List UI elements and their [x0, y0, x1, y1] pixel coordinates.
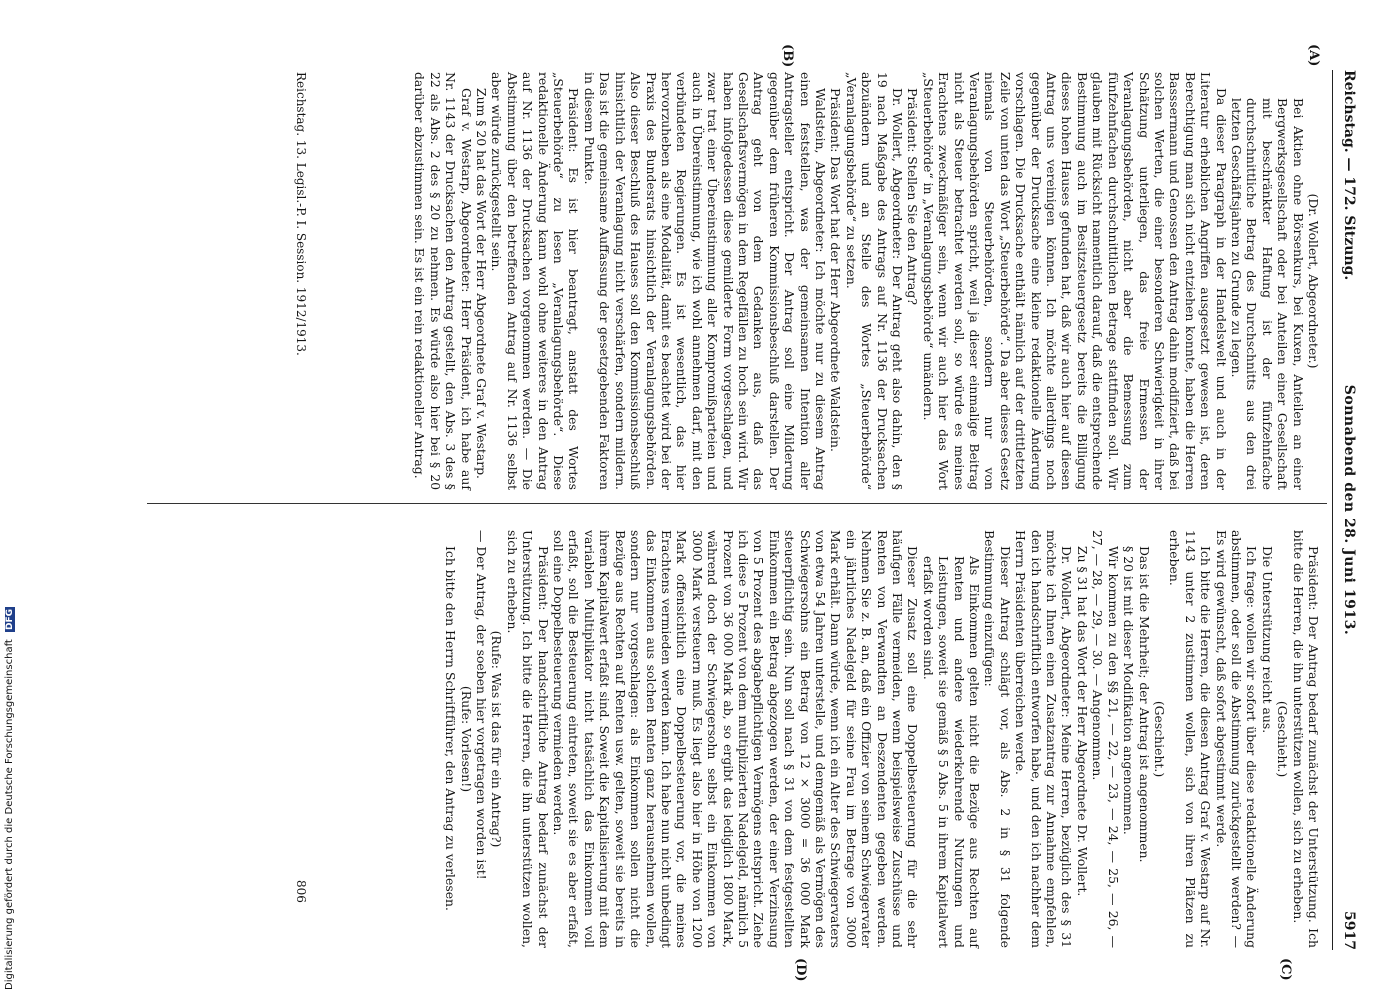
quoted-paragraph: Als Einkommen gelten nicht die Bezüge aus Rechten auf Renten und andere wiederkehrende Nutzungen und Leistungen, soweit sie gemäß § 5 Abs. 5 in ihrem Kapitalwert erfaßt worden sind. [920, 556, 983, 948]
paragraph: Da dieser Paragraph in der Handelswelt und auch in der Literatur erheblichen Angriffen ausgesetzt gewesen ist, deren Berechtigung man sich nicht entziehen konnte, haben die Herren Basssermann und Genossen den Antrag dahin modifiziert, daß bei solchen Werten, die einer besonderen Schwierigkeit in ihrer Schätzung unterliegen, das freie Ermessen der Veranlagungsbehörden, nicht aber die Bemessung zum fünfzehnfachen durchschnittlichen Betrage stattfinden soll. Wir glauben mit Rücksicht namentlich darauf, daß die entsprechende Bestimmung auch im Besitzsteuergesetz bereits die Billigung dieses hohen Hauses gefunden hat, daß wir auch hier auf diesen Antrag uns vereinigen können. Ich möchte allerdings noch gegenüber der Drucksache eine kleine redaktionelle Änderung vorschlagen. Die Drucksache enthält nämlich auf der drittletzten Zeile von unten das Wort „Steuerbehörde“. Da aber dieses Gesetz niemals von Steuerbehörden, sondern nur von Veranlagungsbehörden spricht, weil ja dieser einmalige Beitrag nicht als Steuer betrachtet werden soll, so würde es meines Erachtens zweckmäßiger sein, wenn wir auch hier das Wort „Steuerbehörde“ in „Veranlagungsbehörde“ umändern. [920, 72, 1229, 490]
digitization-credit [4, 610, 18, 990]
paragraph: Das ist die Mehrheit; der Antrag ist angenommen. [1136, 546, 1152, 863]
paragraph: Ich bitte die Herren, die diesen Antrag Graf v. Westarp auf Nr. 1143 unter 2 zustimmen wollen, sich von ihren Plätzen zu erheben. [1167, 530, 1214, 948]
paragraph: Präsident: Das Wort hat der Herr Abgeordnete Waldstein. [828, 88, 844, 452]
page-footer: Reichstag. 13. Legisl.-P. I. Session. 1912/1913. [294, 72, 308, 356]
stage-note: (Geschieht.) [1151, 700, 1167, 778]
paragraph: Ich frage: wollen wir sofort über diese redaktionelle Änderung abstimmen, oder soll die Abstimmung zurückgestellt werden? — Es wird gewünscht, daß sofort abgestimmt werde. [1213, 530, 1260, 948]
header-page-number: 5917 [1341, 911, 1357, 950]
quoted-paragraph: Bei Aktien ohne Börsenkurs, bei Kuxen, Anteilen an einer Bergwerksgesellschaft oder bei Anteilen einer Gesellschaft mit beschränkter Haftung ist der fünfzehnfache durchschnittliche Betrag des Durchschnitts aus den drei letzten Geschäftsjahren zu Grunde zu legen. [1228, 98, 1306, 490]
paragraph: Ich bitte den Herrn Schriftführer, den Antrag zu verlesen. [443, 546, 459, 911]
paragraph: Dr. Wollert, Abgeordneter: Der Antrag geht also dahin, den § 19 nach Maßgabe des Antrags auf Nr. 1136 der Drucksachen abzuändern und an Stelle des Wortes „Steuerbehörde“ „Veranlagungsbehörde“ zu setzen. [843, 72, 906, 490]
header-rule [1332, 70, 1333, 950]
paragraph: Dieser Antrag schlägt vor, als Abs. 2 in § 31 folgende Bestimmung einzufügen: [982, 530, 1013, 948]
paragraph: — Der Antrag, der soeben hier vorgetragen worden ist! [474, 530, 490, 880]
paragraph: Wir kommen zu den §§ 21, — 22, — 23, — 24, — 25, — 26, — 27, — 28, — 29, — 30. — Angenommen. [1090, 530, 1121, 948]
right-column [443, 530, 1321, 948]
paragraph: Dr. Wollert, Abgeordneter: Meine Herren, bezüglich des § 31 möchte ich Ihnen einen Zusatzantrag zur Annahme empfehlen, den ich handschriftlich entworfen habe, und den ich nachher dem Herrn Präsidenten überreichen werde. [1013, 530, 1075, 948]
stage-note: (Rufe: Vorlesen!) [458, 685, 474, 793]
paragraph: Graf v. Westarp, Abgeordneter: Herr Präsident, ich habe auf Nr. 1143 der Drucksachen den Antrag gestellt, den Abs. 3 des § 22 als Abs. 2 des § 20 zu nehmen. Es würde also hier bei § 20 darüber abzustimmen sein. Es ist ein rein redaktioneller Antrag. [412, 72, 474, 490]
margin-mark-a: (A) [1306, 44, 1321, 67]
credit-text: Digitalisierung gefördert durch die Deutsche Forschungsgemeinschaft [4, 639, 15, 990]
stage-note: (Geschieht.) [1275, 700, 1291, 778]
header-left: Reichstag. — 172. Sitzung. [1341, 70, 1357, 281]
paragraph: Präsident: Der handschriftliche Antrag bedarf zunächst der Unterstützung. Ich bitte die Herren, die ihn unterstützen wollen, sich zu erheben. [504, 530, 551, 948]
header-center: Sonnabend den 28. Juni 1913. [1341, 384, 1357, 636]
left-column [412, 72, 1321, 490]
column-divider [147, 503, 1327, 504]
page-header [1331, 70, 1357, 950]
paragraph: § 20 ist mit dieser Modifikation angenommen. [1121, 546, 1137, 835]
paragraph: Waldstein, Abgeordneter: Ich möchte nur zu diesem Antrag einen feststellen, was der gemeinsamen Intention aller Antragsteller entspricht. Der Antrag soll eine Milderung gegenüber dem früheren Kommissionsbeschluß darstellen. Der Antrag geht von dem Gedanken aus, daß das Gesellschaftsvermögen in dem Regelfällen zu hoch sein wird. Wir haben infolgedessen diese gemilderte Form vorgeschlagen, und zwar trat einer Übereinstimmung aller Kompromißparteien und auch in Übereinstimmung, wie ich wohl annehmen darf, mit den verbündeten Regierungen. Es ist wesentlich, das hier hervorzuheben als eine Modalität, damit es beachtet wird bei der Praxis des Bundesrats hinsichtlich der Veranlagungsbehörden. Also dieser Beschluß des Hauses soll den Kommissionsbeschluß hinsichtlich der Veranlagung nicht verschärfen, sondern mildern. Das ist die gemeinsame Auffassung der gesetzgebenden Faktoren in diesem Punkte. [581, 72, 828, 490]
speaker-note: (Dr. Wollert, Abgeordneter.) [1306, 193, 1321, 369]
paragraph: Zum § 20 hat das Wort der Herr Abgeordnete Graf v. Westarp. [474, 88, 490, 479]
stage-note: (Rufe: Was ist das für ein Antrag?) [489, 630, 505, 848]
paragraph: Die Unterstützung reicht aus. [1259, 546, 1275, 734]
paragraph: Präsident: Der Antrag bedarf zunächst der Unterstützung. Ich bitte die Herren, die ihn unterstützen wollen, sich zu erheben. [1290, 530, 1321, 948]
dfg-logo: DFG [5, 608, 15, 630]
margin-mark-c: (C) [1278, 958, 1293, 981]
paragraph: Präsident: Es ist hier beantragt, anstatt des Wortes „Steuerbehörde“ zu lesen „Veranlagungsbehörde“. Diese redaktionelle Änderung kann wohl ohne weiteres in den Antrag auf Nr. 1136 der Drucksachen vorgenommen werden. — Die Abstimmung über den betreffenden Antrag auf Nr. 1136 selbst aber würde zurückgestellt sein. [489, 72, 582, 490]
paragraph: Präsident: Stellen Sie den Antrag? [905, 88, 921, 305]
paragraph: Zu § 31 hat das Wort der Herr Abgeordnete Dr. Wollert. [1074, 546, 1090, 897]
footer-page-number: 806 [294, 880, 308, 903]
margin-mark-b: (B) [780, 44, 795, 68]
margin-mark-d: (D) [793, 958, 808, 982]
paragraph: Dieser Zusatz soll eine Doppelbesteuerung für die sehr häufigen Fälle vermeiden, wenn beispielsweise Zuschüsse und Renten von Verwandten an Deszendenten gegeben werden. Nehmen Sie z. B. an, daß ein Offizier von seinem Schwiegervater ein jährliches Nadelgeld für seine Frau im Betrage von 3000 Mark erhält. Dann würde, wenn ich ein Alter des Schwiegervaters von etwa 54 Jahren unterstelle, und demgemäß als Vermögen des Schwiegersohns ein Betrag von 12 × 3000 = 36 000 Mark steuerpflichtig sein. Nun soll nach § 31 von dem festgestellten Einkommen ein Betrag abgezogen werden, der einer Verzinsung von 5 Prozent des abgabepflichtigen Vermögens entspricht. Ziehe ich diese 5 Prozent von dem multiplizierten Nadelgeld, nämlich 5 Prozent von 36 000 Mark ab, so ergibt das lediglich 1800 Mark, während doch der Schwiegersohn selbst ein Einkommen von 3000 Mark versteuern muß. Es liegt also hier in Höhe von 1200 Mark offensichtlich eine Doppelbesteuerung vor, die meines Erachtens vermieden werden kann. Ich habe nun nicht unbedingt das Einkommen aus solchen Renten ganz herausnehmen wollen, sondern nur vorgeschlagen: als Einkommen sollen nicht die Bezüge aus Rechten auf Renten usw. gelten, soweit sie bereits in ihrem Kapitalwert erfaßt sind. Soweit die Kapitalisierung mit dem variablen Multiplikator nicht tatsächlich das Einkommen voll erfaßt, soll die Besteuerung eintreten, soweit sie es aber erfaßt, soll eine Doppelbesteuerung vermieden werden. [551, 530, 921, 948]
